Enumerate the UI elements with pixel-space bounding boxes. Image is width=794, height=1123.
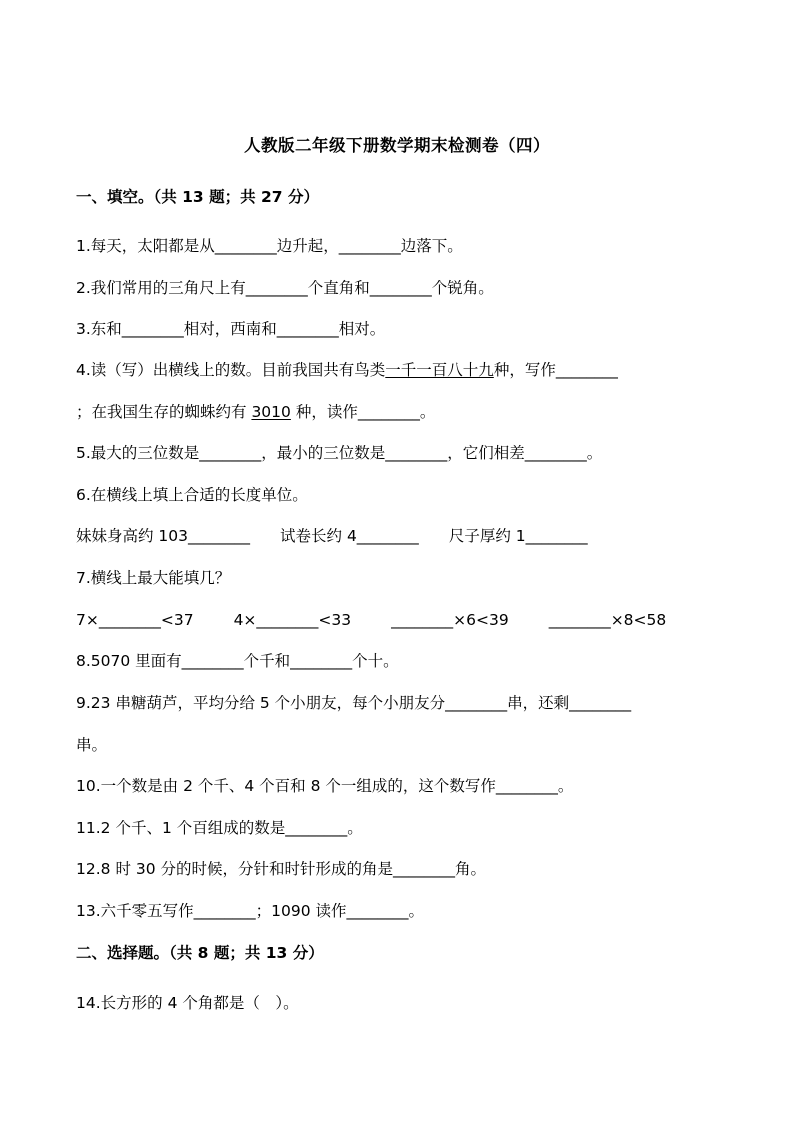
question-6-item-height: 妹妹身高约 103________: [76, 527, 251, 545]
page-title: 人教版二年级下册数学期末检测卷（四）: [244, 136, 550, 155]
question-2: 2.我们常用的三角尺上有________个直角和________个锐角。: [76, 279, 494, 297]
section-heading-multiple-choice: 二、选择题。（共 8 题；共 13 分）: [76, 944, 324, 962]
question-7-items: [76, 609, 666, 631]
question-6-items: [76, 525, 588, 547]
section-heading-fill-in: 一、填空。（共 13 题；共 27 分）: [76, 188, 319, 206]
question-6: 6.在横线上填上合适的长度单位。: [76, 486, 308, 504]
question-4-underlined-count: 3010: [251, 403, 291, 421]
question-9-line-2: 串。: [76, 736, 108, 754]
question-14: 14.长方形的 4 个角都是（ ）。: [76, 994, 299, 1012]
question-3: 3.东和________相对，西南和________相对。: [76, 320, 386, 338]
question-4-line-2: [76, 401, 435, 423]
question-13: 13.六千零五写作________；1090 读作________。: [76, 902, 425, 920]
question-7-item-1: 7×________<37: [76, 611, 194, 629]
question-7-item-2: 4×________<33: [233, 611, 352, 629]
question-4-underlined-number: 一千一百八十九: [385, 361, 494, 379]
question-11: 11.2 个千、1 个百组成的数是________。: [76, 819, 363, 837]
question-7-item-3: ________×6<39: [391, 611, 509, 629]
question-9-line-1: 9.23 串糖葫芦，平均分给 5 个小朋友，每个小朋友分________串，还剩________: [76, 694, 632, 712]
question-7: 7.横线上最大能填几？: [76, 569, 231, 587]
question-6-item-ruler: 尺子厚约 1________: [448, 527, 588, 545]
question-4-line-1: [76, 359, 618, 381]
question-4-text-d: 种，读作________。: [290, 403, 436, 421]
question-10: 10.一个数是由 2 个千、4 个百和 8 个一组成的，这个数写作________。: [76, 777, 574, 795]
question-4-text-b: 种，写作________: [493, 361, 618, 379]
question-7-item-4: ________×8<58: [548, 611, 667, 629]
question-4-text-a: 4.读（写）出横线上的数。目前我国共有鸟类: [76, 361, 386, 379]
question-6-item-paper: 试卷长约 4________: [280, 527, 419, 545]
question-4-text-c: ；在我国生存的蜘蛛约有: [76, 403, 252, 421]
question-12: 12.8 时 30 分的时候，分针和时针形成的角是________角。: [76, 860, 487, 878]
question-8: 8.5070 里面有________个千和________个十。: [76, 652, 399, 670]
question-5: 5.最大的三位数是________，最小的三位数是________，它们相差________。: [76, 444, 603, 462]
question-1: 1.每天，太阳都是从________边升起，________边落下。: [76, 237, 463, 255]
